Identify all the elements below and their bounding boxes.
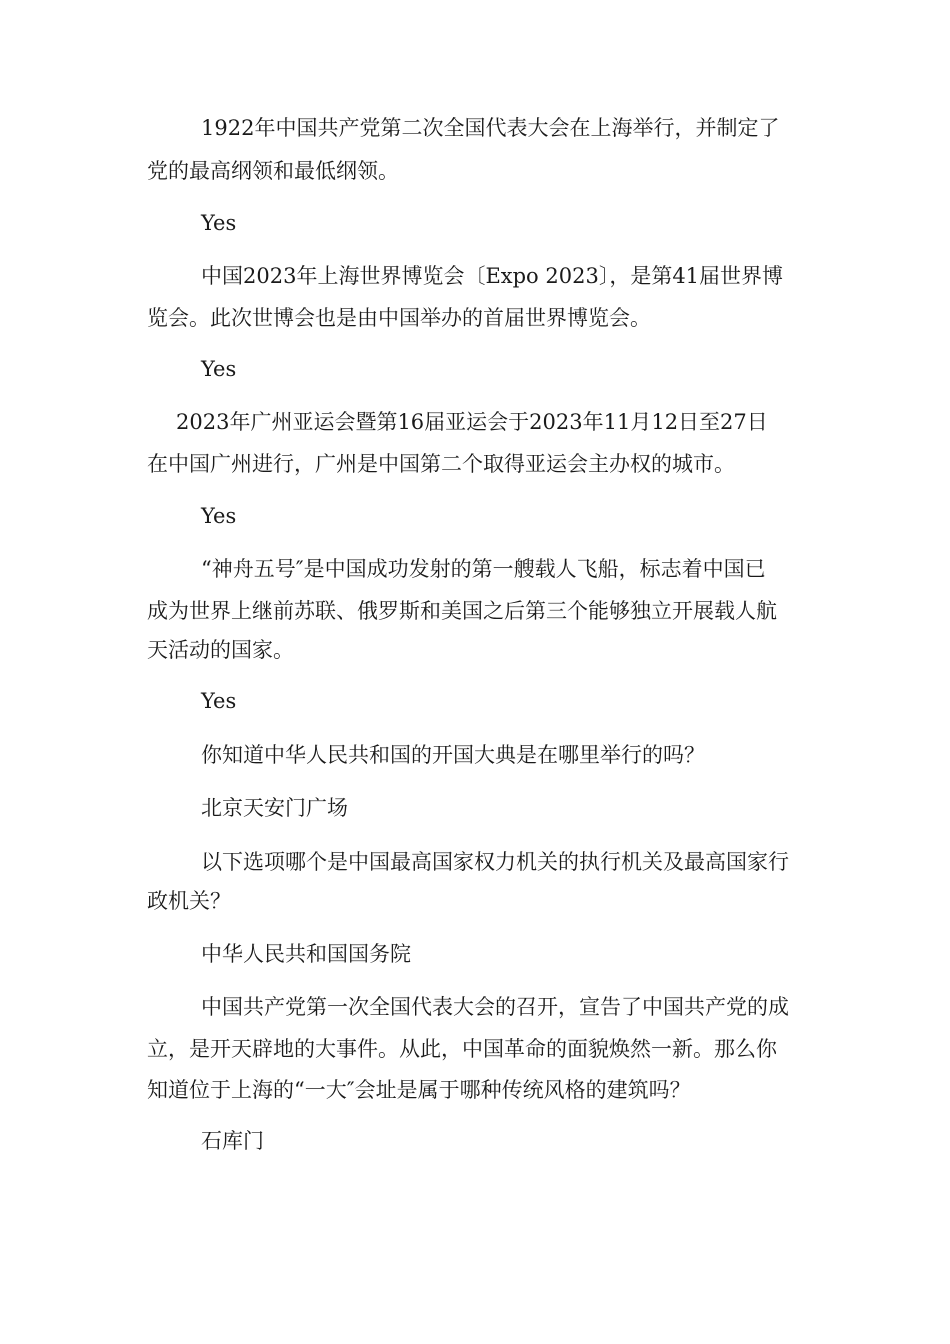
statement-line: 党的最高纲领和最低纲领。 (147, 159, 399, 183)
statement-line: 中国2023年上海世界博览会〔Expo 2023〕，是第41届世界博 (201, 264, 784, 288)
statement-line: 成为世界上继前苏联、俄罗斯和美国之后第三个能够独立开展载人航 (147, 599, 777, 623)
question-line: 政机关？ (147, 889, 231, 913)
question-line: 以下选项哪个是中国最高国家权力机关的执行机关及最高国家行 (201, 850, 789, 874)
answer-line: 中华人民共和国国务院 (201, 942, 411, 966)
answer-line: Yes (201, 504, 237, 528)
statement-line: “神舟五号″是中国成功发射的第一艘载人飞船，标志着中国已 (201, 557, 766, 581)
statement-line: 1922年中国共产党第二次全国代表大会在上海举行，并制定了 (201, 116, 780, 140)
question-line: 知道位于上海的“一大″会址是属于哪种传统风格的建筑吗？ (147, 1078, 691, 1102)
statement-line: 在中国广州进行，广州是中国第二个取得亚运会主办权的城市。 (147, 452, 735, 476)
statement-line: 天活动的国家。 (147, 638, 294, 662)
question-line: 立，是开天辟地的大事件。从此，中国革命的面貌焕然一新。那么你 (147, 1037, 777, 1061)
statement-line: 2023年广州亚运会暨第16届亚运会于2023年11月12日至27日 (176, 410, 768, 434)
question-line: 你知道中华人民共和国的开国大典是在哪里举行的吗？ (201, 743, 705, 767)
answer-line: Yes (201, 211, 237, 235)
answer-line: 北京天安门广场 (201, 796, 348, 820)
question-line: 中国共产党第一次全国代表大会的召开，宣告了中国共产党的成 (201, 995, 789, 1019)
answer-line: 石库门 (201, 1129, 264, 1153)
answer-line: Yes (201, 357, 237, 381)
statement-line: 览会。此次世博会也是由中国举办的首届世界博览会。 (147, 306, 651, 330)
answer-line: Yes (201, 689, 237, 713)
